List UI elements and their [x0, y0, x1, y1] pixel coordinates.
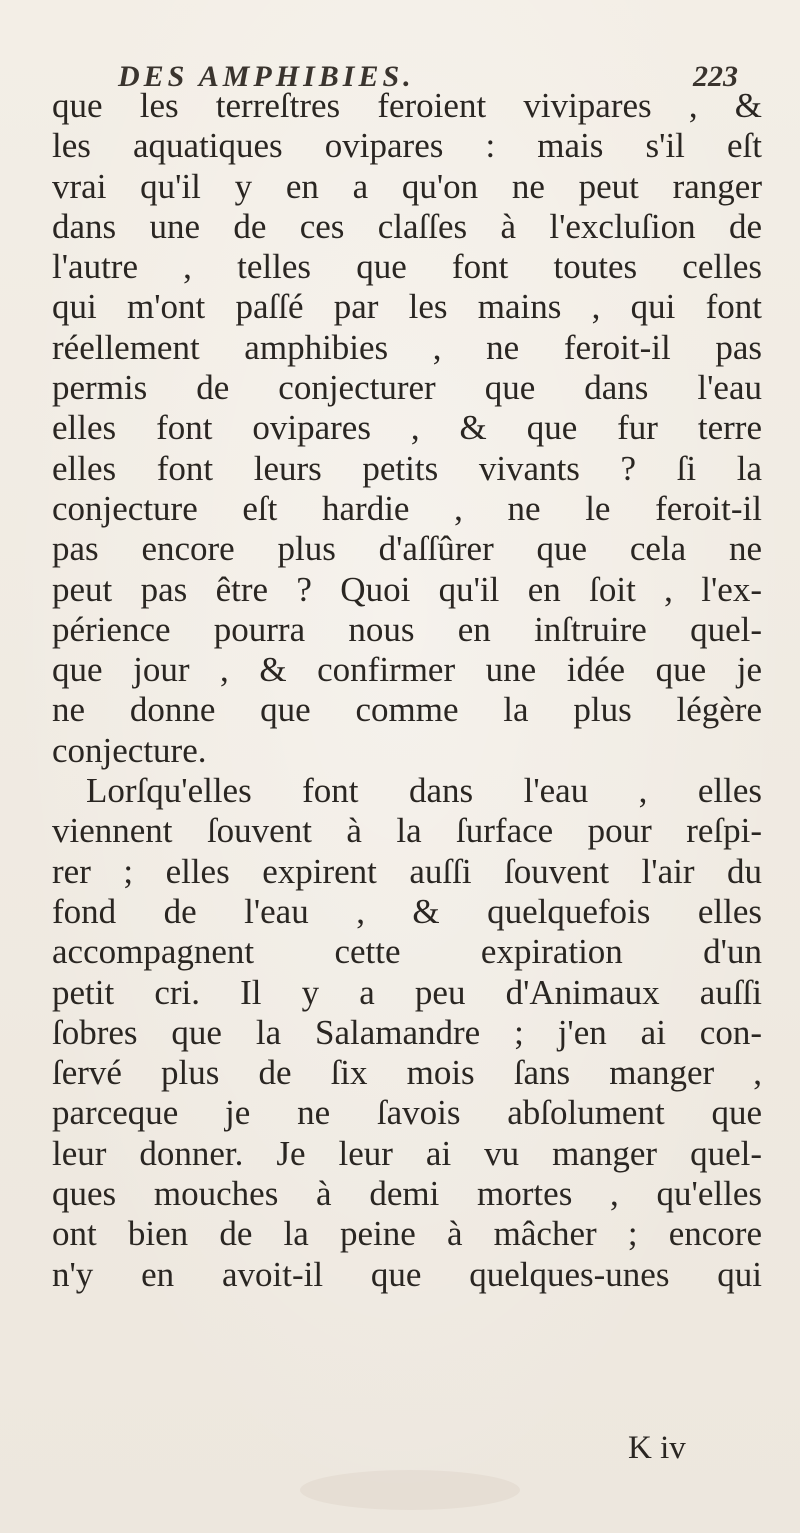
text-line: accompagnent cette expiration d'un [52, 932, 762, 972]
running-head: DES AMPHIBIES. [118, 60, 415, 93]
text-line: leur donner. Je leur ai vu manger quel- [52, 1133, 762, 1173]
text-line: petit cri. Il y a peu d'Animaux auſſi [52, 972, 762, 1012]
text-line: ont bien de la peine à mâcher ; encore [52, 1214, 762, 1254]
text-line: peut pas être ? Quoi qu'il en ſoit , l'ex- [52, 569, 762, 609]
text-line: conjecture. [52, 730, 207, 770]
text-line: les aquatiques ovipares : mais s'il eſt [52, 126, 762, 166]
page-number: 223 [693, 60, 738, 93]
text-line: elles font ovipares , & que fur terre [52, 408, 762, 448]
text-line: vrai qu'il y en a qu'on ne peut ranger [52, 166, 762, 206]
text-line: ne donne que comme la plus légère [52, 690, 762, 730]
paper-stain [300, 1470, 520, 1510]
text-line: rer ; elles expirent auſſi ſouvent l'air du [52, 851, 762, 891]
text-line: fond de l'eau , & quelquefois elles [52, 891, 762, 931]
text-line: qui m'ont paſſé par les mains , qui font [52, 287, 762, 327]
text-line: n'y en avoit-il que quelques-unes qui [52, 1254, 762, 1294]
text-line: ques mouches à demi mortes , qu'elles [52, 1174, 762, 1214]
text-line: réellement amphibies , ne feroit-il pas [52, 327, 762, 367]
text-line: conjecture eſt hardie , ne le feroit-il [52, 488, 762, 528]
text-line: elles font leurs petits vivants ? ſi la [52, 448, 762, 488]
text-line: dans une de ces claſſes à l'excluſion de [52, 206, 762, 246]
text-line: que jour , & confirmer une idée que je [52, 650, 762, 690]
text-line: périence pourra nous en inſtruire quel- [52, 609, 762, 649]
catchword: K iv [628, 1430, 686, 1466]
text-line: ſobres que la Salamandre ; j'en ai con- [52, 1012, 762, 1052]
text-line: permis de conjecturer que dans l'eau [52, 368, 762, 408]
text-line: ſervé plus de ſix mois ſans manger , [52, 1053, 762, 1093]
body-text [52, 86, 762, 1295]
text-line: pas encore plus d'aſſûrer que cela ne [52, 529, 762, 569]
text-line: Lorſqu'elles font dans l'eau , elles [86, 771, 762, 811]
text-line: l'autre , telles que font toutes celles [52, 247, 762, 287]
text-line: que les terreſtres feroient vivipares , & [52, 86, 762, 125]
text-line: viennent ſouvent à la ſurface pour reſpi- [52, 811, 762, 851]
text-line: parceque je ne ſavois abſolument que [52, 1093, 762, 1133]
